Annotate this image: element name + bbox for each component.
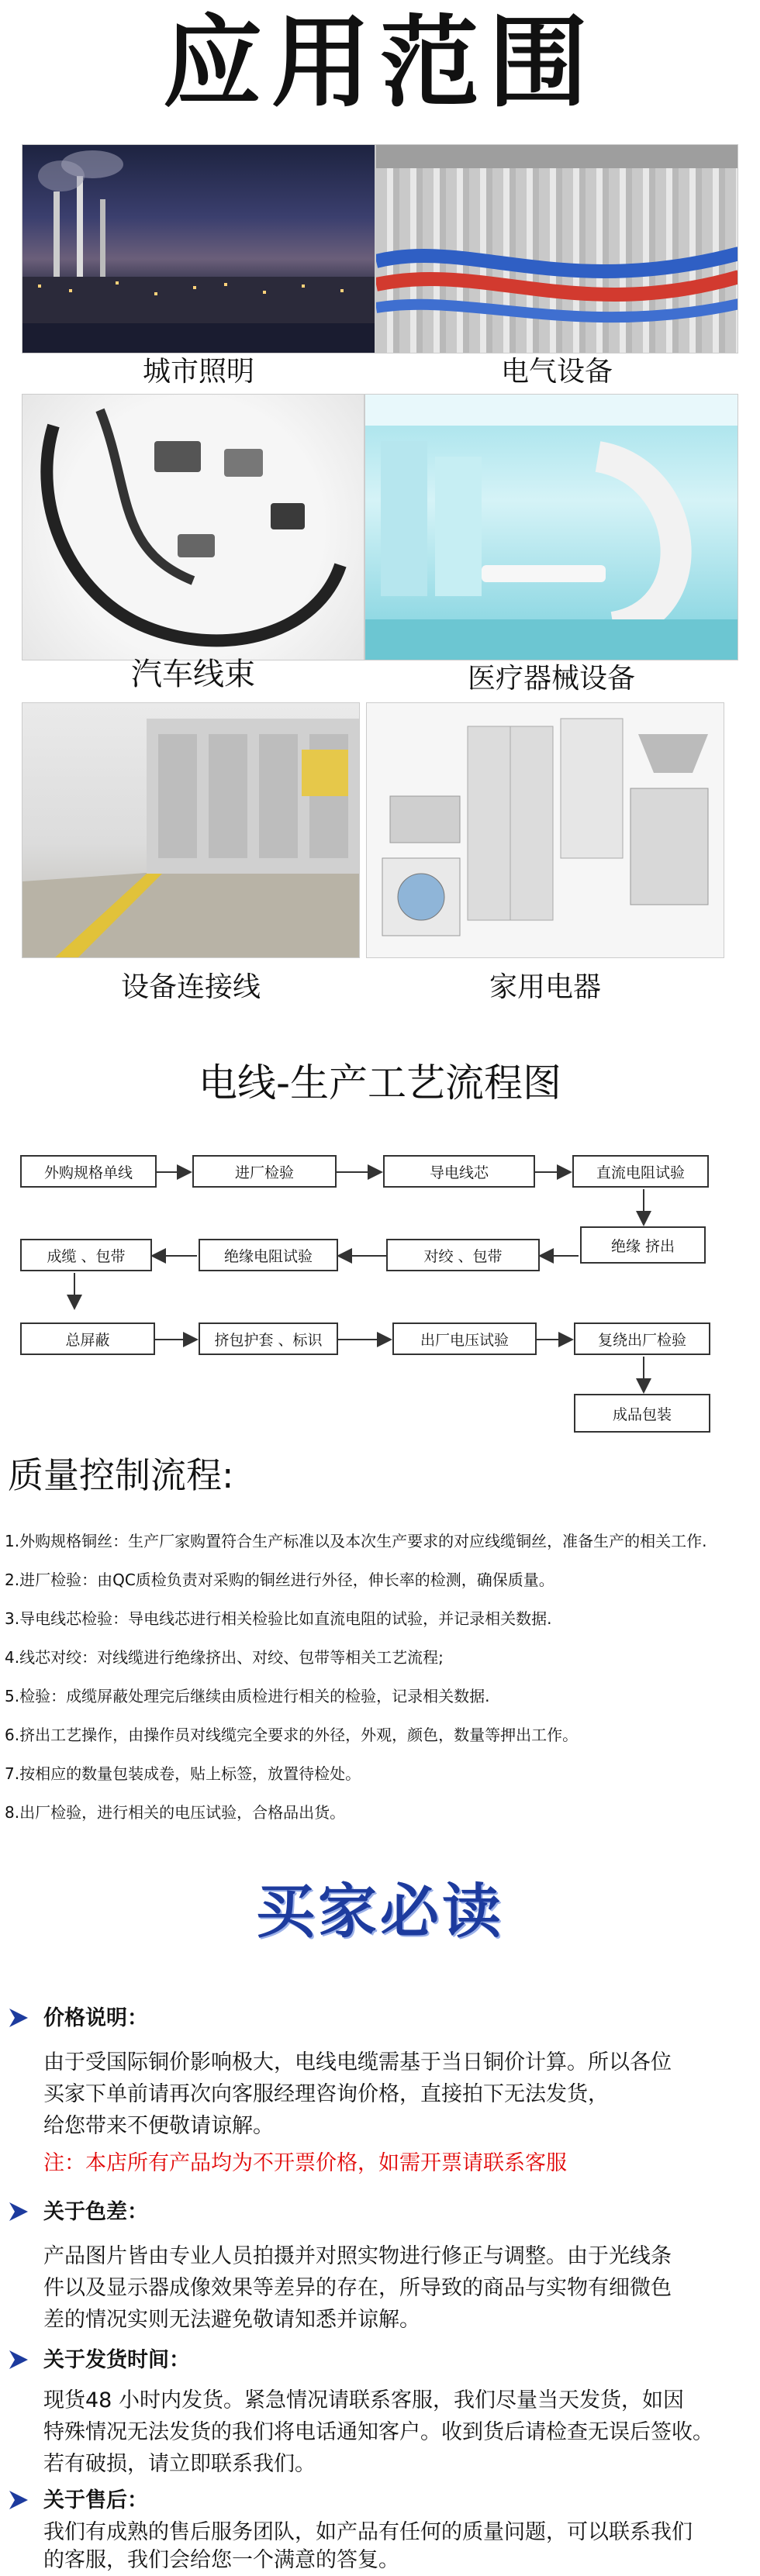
section-heading-shipping: 关于发货时间： — [43, 2348, 190, 2372]
automotive-harness-photo — [22, 394, 364, 660]
quality-item: 5.检验：成缆屏蔽处理完后继续由质检进行相关的检验，记录相关数据. — [5, 1687, 490, 1705]
section-text-after-sales-line: 我们有成熟的售后服务团队，如产品有任何的质量问题，可以联系我们 — [43, 2520, 693, 2544]
flow-step-overall-shield: 总屏蔽 — [20, 1322, 155, 1355]
section-text-color-line: 件以及显示器成像效果等差异的存在，所导致的商品与实物有细微色 — [43, 2276, 672, 2300]
arrow-bullet-icon — [8, 2349, 29, 2371]
section-heading-color-difference: 关于色差： — [43, 2200, 148, 2224]
section-text-shipping-line: 若有破损，请立即联系我们。 — [43, 2452, 316, 2476]
flow-step-sheath-marking: 挤包护套 、标识 — [199, 1322, 338, 1355]
caption-medical-equipment: 医疗器械设备 — [467, 663, 635, 695]
flow-step-incoming-inspection: 进厂检验 — [192, 1155, 337, 1188]
section-heading-after-sales: 关于售后： — [43, 2488, 148, 2512]
flow-step-insulation-extrusion: 绝缘 挤出 — [580, 1226, 706, 1264]
flow-step-twisting-taping: 对绞 、包带 — [386, 1239, 540, 1271]
caption-equipment-cabinet: 设备连接线 — [120, 971, 261, 1003]
caption-home-appliance: 家用电器 — [489, 971, 601, 1003]
arrow-bullet-icon — [8, 2489, 29, 2511]
section-text-shipping-line: 特殊情况无法发货的我们将电话通知客户。收到货后请检查无误后签收。 — [43, 2420, 713, 2444]
section-text-price-line: 买家下单前请再次向客服经理咨询价格，直接拍下无法发货， — [43, 2082, 609, 2106]
equipment-cabinet-photo — [22, 702, 360, 958]
flow-step-purchase-wire: 外购规格单线 — [20, 1155, 157, 1188]
flow-step-conductor-core: 导电线芯 — [383, 1155, 535, 1188]
arrow-bullet-icon — [8, 2007, 29, 2029]
medical-equipment-photo — [364, 394, 738, 660]
page-title: 应用范围 — [162, 5, 597, 121]
caption-city-lighting: 城市照明 — [142, 356, 254, 388]
section-text-color-line: 差的情况实则无法避免敬请知悉并谅解。 — [43, 2308, 420, 2332]
quality-item: 7.按相应的数量包装成卷，贴上标签，放置待检处。 — [5, 1764, 361, 1783]
section-heading-price: 价格说明： — [43, 2006, 148, 2030]
caption-automotive-harness: 汽车线束 — [131, 657, 255, 692]
section-text-color-line: 产品图片皆由专业人员拍摄并对照实物进行修正与调整。由于光线条 — [43, 2244, 672, 2268]
flow-step-factory-voltage-test: 出厂电压试验 — [392, 1322, 537, 1355]
section-text-shipping-line: 现货48 小时内发货。紧急情况请联系客服，我们尽量当天发货，如因 — [43, 2388, 684, 2412]
quality-item: 6.挤出工艺操作，由操作员对线缆完全要求的外径，外观，颜色，数量等押出工作。 — [5, 1726, 579, 1744]
quality-item: 8.出厂检验，进行相关的电压试验，合格品出货。 — [5, 1803, 346, 1822]
flow-step-packaging: 成品包装 — [574, 1394, 710, 1433]
quality-item: 2.进厂检验：由QC质检负责对采购的铜丝进行外径，伸长率的检测，确保质量。 — [5, 1571, 554, 1589]
quality-item: 4.线芯对绞：对线缆进行绝缘挤出、对绞、包带等相关工艺流程; — [5, 1648, 444, 1667]
flow-title: 电线-生产工艺流程图 — [198, 1060, 562, 1105]
flow-step-insulation-resistance-test: 绝缘电阻试验 — [199, 1239, 338, 1271]
quality-item: 1.外购规格铜丝：生产厂家购置符合生产标准以及本次生产要求的对应线缆铜丝，准备生产的相关工作. — [5, 1532, 707, 1550]
invoice-warning: 注：本店所有产品均为不开票价格，如需开票请联系客服 — [43, 2151, 567, 2175]
electrical-equipment-photo — [375, 144, 738, 353]
arrow-bullet-icon — [8, 2201, 29, 2223]
buyer-notice-title: 买家必读 — [256, 1877, 504, 1946]
flow-step-dc-resistance-test: 直流电阻试验 — [572, 1155, 709, 1188]
section-text-price-line: 由于受国际铜价影响极大，电线电缆需基于当日铜价计算。所以各位 — [43, 2050, 672, 2074]
section-text-after-sales-line: 的客服，我们会给您一个满意的答复。 — [43, 2548, 399, 2572]
quality-title: 质量控制流程: — [8, 1454, 234, 1496]
flow-step-rewind-final-inspection: 复绕出厂检验 — [574, 1322, 710, 1355]
caption-electrical-equipment: 电气设备 — [500, 356, 613, 388]
flow-step-cabling-taping: 成缆 、包带 — [20, 1239, 152, 1271]
city-lighting-photo — [22, 144, 375, 353]
quality-item: 3.导电线芯检验：导电线芯进行相关检验比如直流电阻的试验，并记录相关数据. — [5, 1609, 552, 1628]
home-appliance-photo — [366, 702, 724, 958]
section-text-price-line: 给您带来不便敬请谅解。 — [43, 2114, 274, 2138]
